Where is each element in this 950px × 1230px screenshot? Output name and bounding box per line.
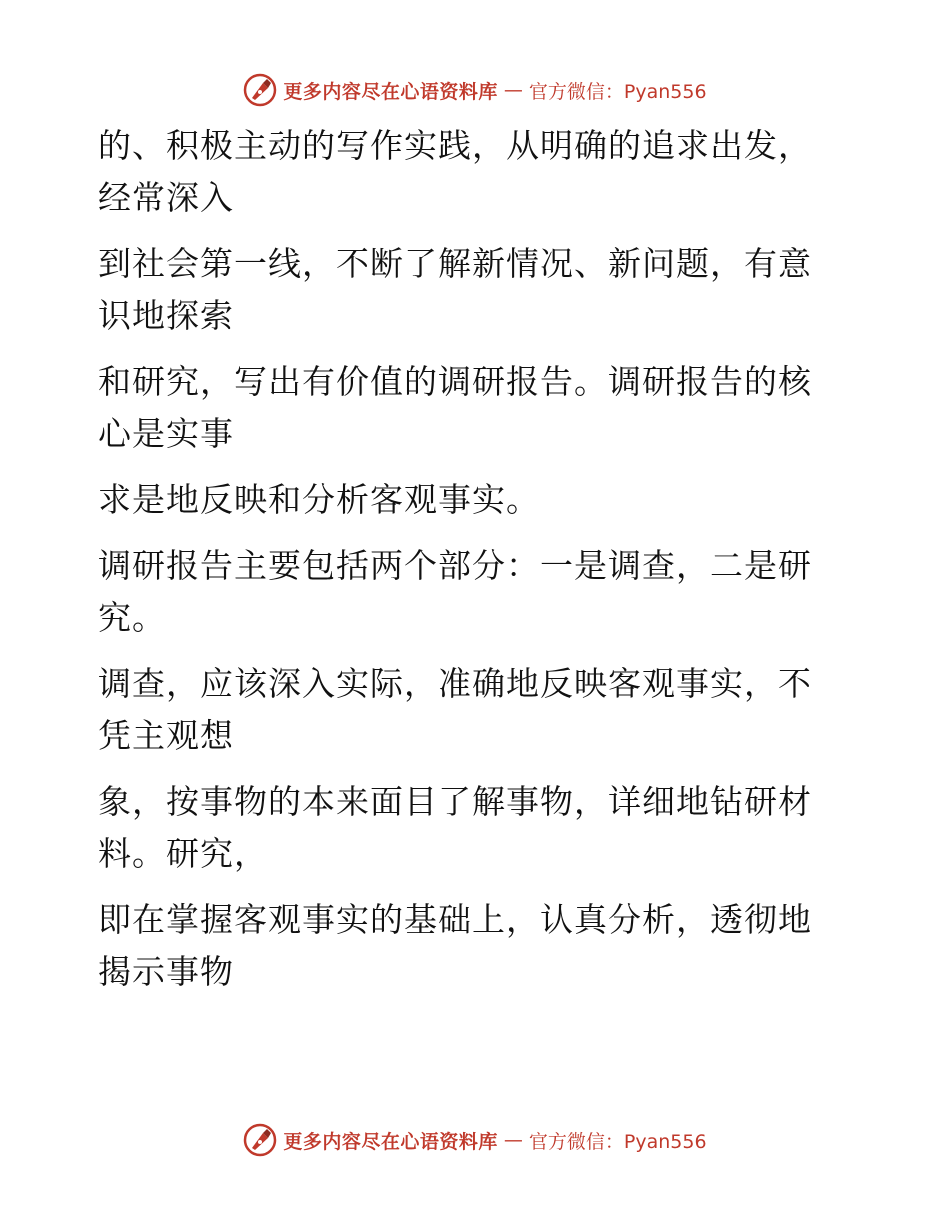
text-line: 经常深入 [98, 178, 234, 217]
footer-banner-wechat: 官方微信：Pyan556 [528, 1130, 707, 1153]
footer-banner-content [243, 1123, 706, 1157]
text-line: 揭示事物 [98, 952, 234, 991]
text-line: 的、积极主动的写作实践，从明确的追求出发， [98, 126, 812, 165]
header-banner-content [243, 73, 706, 107]
pen-nib-logo-icon [243, 73, 277, 107]
text-line: 料。研究， [98, 834, 268, 873]
paragraph [98, 356, 838, 460]
text-line: 调查，应该深入实际，准确地反映客观事实，不 [98, 664, 812, 703]
footer-banner-dash: — [503, 1129, 523, 1151]
text-line: 和研究，写出有价值的调研报告。调研报告的核 [98, 362, 812, 401]
text-line: 心是实事 [98, 414, 234, 453]
paragraph [98, 894, 838, 998]
paragraph [98, 238, 838, 342]
text-line: 识地探索 [98, 296, 234, 335]
paragraph [98, 658, 838, 762]
header-banner-text: 更多内容尽在心语资料库 [283, 80, 498, 103]
text-line: 凭主观想 [98, 716, 234, 755]
paragraph [98, 776, 838, 880]
pen-nib-logo-icon [243, 1123, 277, 1157]
footer-banner-text: 更多内容尽在心语资料库 [283, 1130, 498, 1153]
document-body [98, 120, 838, 1012]
header-banner-wechat: 官方微信：Pyan556 [528, 80, 707, 103]
text-line: 即在掌握客观事实的基础上，认真分析，透彻地 [98, 900, 812, 939]
text-line: 到社会第一线，不断了解新情况、新问题，有意 [98, 244, 812, 283]
paragraph [98, 540, 838, 644]
paragraph [98, 474, 838, 526]
text-line: 调研报告主要包括两个部分：一是调查，二是研 [98, 546, 812, 585]
paragraph [98, 120, 838, 224]
text-line: 求是地反映和分析客观事实。 [98, 480, 540, 519]
header-banner [0, 70, 950, 110]
text-line: 象，按事物的本来面目了解事物，详细地钻研材 [98, 782, 812, 821]
header-banner-dash: — [503, 79, 523, 101]
footer-banner [0, 1120, 950, 1160]
text-line: 究。 [98, 598, 166, 637]
